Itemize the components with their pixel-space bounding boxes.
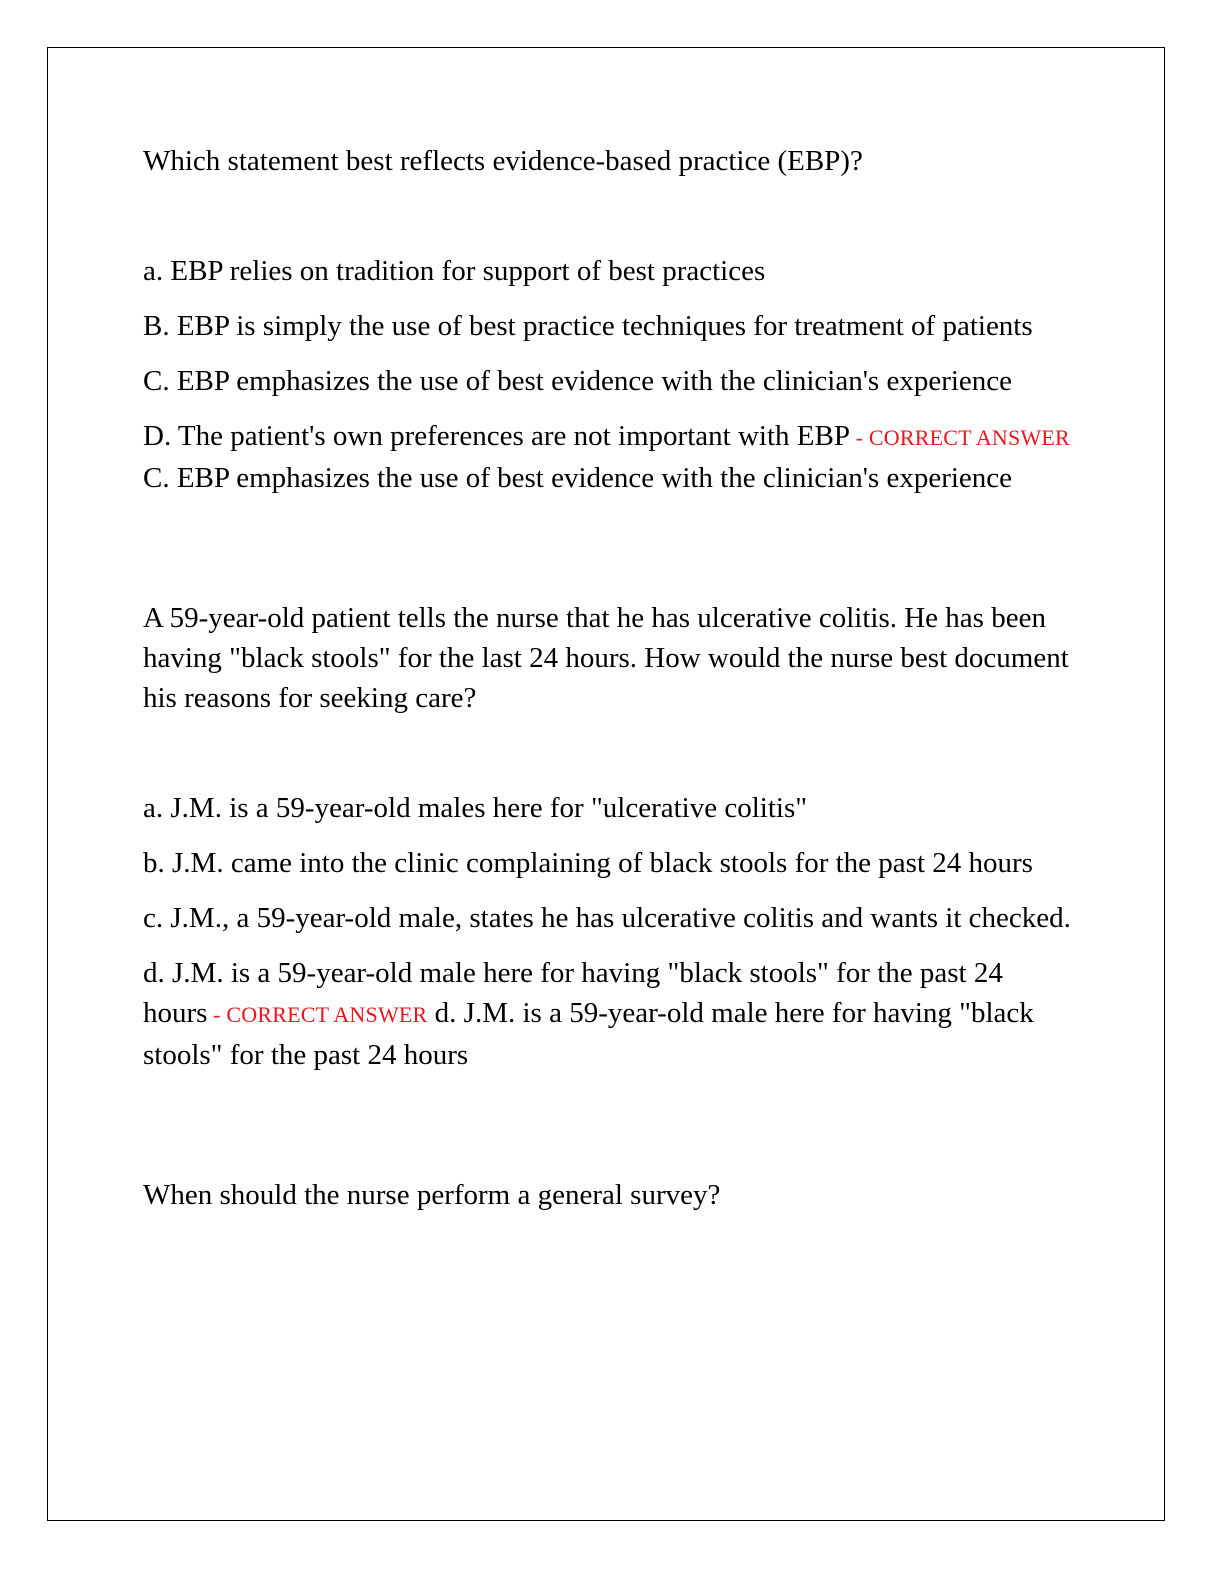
question-1-option-b: B. EBP is simply the use of best practice techniques for treatment of patients [143, 310, 1033, 342]
question-1-correct-answer: C. EBP emphasizes the use of best evidence with the clinician's experience [143, 462, 1013, 494]
question-2-option-d [143, 953, 1073, 1075]
question-2-correct-tag: - CORRECT ANSWER [207, 1002, 428, 1027]
question-1-option-c: C. EBP emphasizes the use of best evidence with the clinician's experience [143, 365, 1013, 397]
question-2-stem: A 59-year-old patient tells the nurse that he has ulcerative colitis. He has been having "black stools" for the last 24 hours. How would the nurse best document his reasons for seeking care? [143, 602, 1069, 714]
question-1-option-d [143, 416, 1073, 498]
question-2-option-b: b. J.M. came into the clinic complaining of black stools for the past 24 hours [143, 847, 1033, 879]
question-1-option-d-text: D. The patient's own preferences are not important with EBP [143, 420, 850, 452]
question-1-stem: Which statement best reflects evidence-based practice (EBP)? [143, 145, 863, 177]
question-3-stem: When should the nurse perform a general survey? [143, 1179, 721, 1211]
question-2-option-a: a. J.M. is a 59-year-old males here for "ulcerative colitis" [143, 792, 808, 824]
question-1-option-a: a. EBP relies on tradition for support of best practices [143, 255, 766, 287]
question-2-correct-answer: d. J.M. is a 59-year-old male here for having "black stools" for the past 24 hours [143, 997, 1034, 1071]
document-content [143, 141, 1073, 1215]
question-2-option-d-text: d. J.M. is a 59-year-old male here for having "black stools" for the past 24 hours [143, 957, 1003, 1029]
question-2-option-c: c. J.M., a 59-year-old male, states he has ulcerative colitis and wants it checked. [143, 902, 1071, 934]
question-1-correct-tag: - CORRECT ANSWER [849, 425, 1070, 450]
